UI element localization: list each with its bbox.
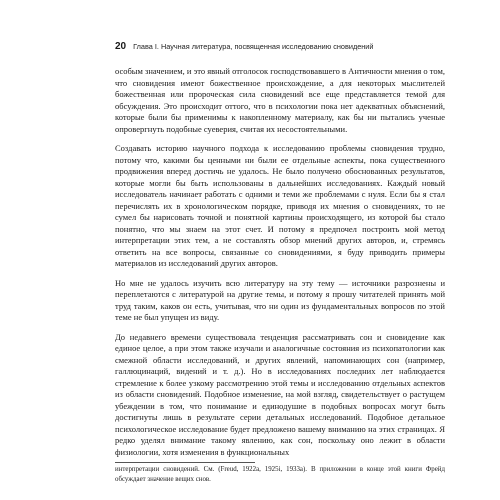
running-head: Глава I. Научная литература, посвященная исследованию сновидений (133, 42, 374, 51)
page-header (115, 41, 455, 55)
paragraph-2: Создавать историю научного подхода к исследованию проблемы сновидения трудно, потому что, какими бы ценными ни были ее отдельные аспекты, пока существенного продвижения вперед достичь не удалось. Не было получено обоснованных результатов, которые могли бы быть использованы в дальнейших исследованиях. Каждый новый исследователь начинает работать с одними и теми же проблемами с нуля. Если бы я стал перечислять их в хронологическом порядке, приводя их мнения о сновидениях, то не сумел бы нарисовать точной и понятной картины происходящего, из которой бы стало понятно, что мы знаем на этот счет. И потому я предпочел построить мой метод интерпретации этих тем, а не составлять обзор мнений других авторов, и, стремясь ответить на все вопросы, связанные со сновидениями, я буду приводить примеры материалов из исследований других авторов. (115, 143, 445, 268)
footnote: интерпретации сновидений. См. (Freud, 1922a, 1925i, 1933a). В приложении в конце этой книги Фрейд обсуждает значение вещих снов. (115, 466, 445, 483)
paragraph-1: особым значением, и это явный отголосок господствовавшего в Античности мнения о том, что сновидения имеют божественное происхождение, а для некоторых мыслителей божественная или пророческая сила сновидений все еще представляется темой для обсуждения. Это происходит оттого, что в психологии пока нет адекватных объяснений, которые были бы применимы к накопленному материалу, как бы ни пытались ученые опровергнуть подобные суеверия, считая их несостоятельными. (115, 66, 445, 134)
paragraph-4: До недавнего времени существовала тенденция рассматривать сон и сновидение как единое целое, а при этом также изучали и аналогичные состояния из психопатологии как смежной области исследований, и других явлений, напоминающих сон (например, галлюцинаций, видений и т. д.). Но в исследованиях последних лет наблюдается стремление к более узкому рассмотрению этой темы и исследованию отдельных аспектов из области сновидений. Подобное изменение, на мой взгляд, свидетельствует о растущем убеждении в том, что понимание и единодушие в подобных вопросах могут быть достигнуты лишь в результате серии детальных исследований. Подобное детальное психологическое исследование будет предложено вашему вниманию на этих страницах. Я редко уделял внимание такому явлению, как сон, поскольку оно лежит в области физиологии, хотя изменения в функциональных (115, 331, 445, 457)
footnote-divider (115, 462, 255, 463)
body-text (115, 66, 445, 466)
page-number: 20 (115, 41, 127, 52)
paragraph-3: Но мне не удалось изучить всю литературу на эту тему — источники разрознены и переплетаются с литературой на другие темы, и потому я прошу читателей принять мой труд таким, каков он есть, учитывая, что ни один из фундаментальных вопросов по этой теме не был упущен из виду. (115, 277, 445, 322)
